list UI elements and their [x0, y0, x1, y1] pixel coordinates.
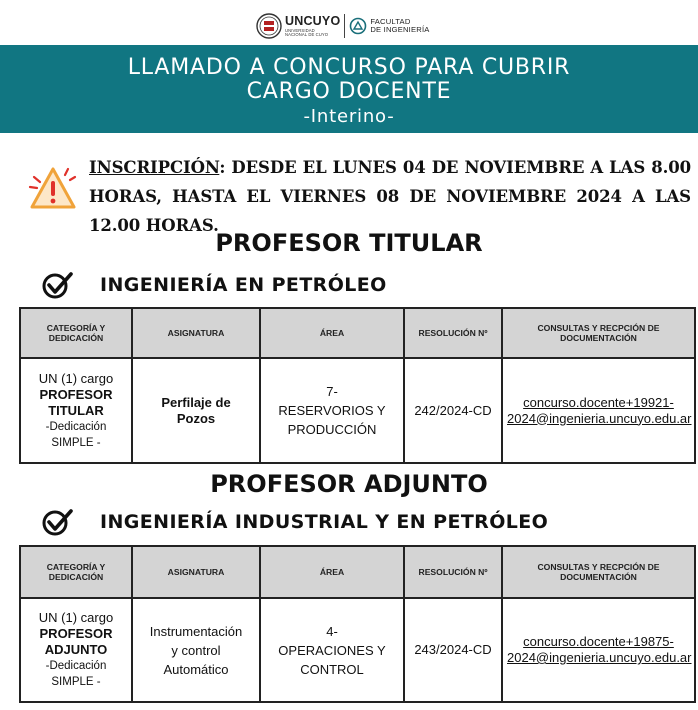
- dedicacion-line2: SIMPLE -: [51, 436, 101, 449]
- uncuyo-name: UNCUYO: [285, 14, 341, 29]
- cargo-text: UN (1) cargo: [38, 370, 114, 386]
- banner-line2: CARGO DOCENTE: [246, 79, 452, 104]
- cell-asignatura: [132, 598, 260, 702]
- checkmark-icon: [40, 270, 74, 300]
- subtitle-titular: INGENIERÍA EN PETRÓLEO: [100, 274, 387, 296]
- header-categoria: CATEGORÍA Y DEDICACIÓN: [20, 308, 132, 358]
- rol-line2: TITULAR: [48, 402, 104, 418]
- header-asignatura: ASIGNATURA: [132, 308, 260, 358]
- facultad-logo: [370, 18, 429, 34]
- cargo-text: UN (1) cargo: [38, 610, 114, 625]
- facultad-line1: FACULTAD: [370, 17, 411, 27]
- checkmark-icon: [40, 507, 74, 537]
- header-asignatura: ASIGNATURA: [132, 546, 260, 598]
- area-line1: 7-: [326, 384, 338, 399]
- rol-line1: PROFESOR: [39, 386, 113, 402]
- area-line3: PRODUCCIÓN: [287, 422, 377, 437]
- asignatura-line3: Automático: [163, 661, 229, 677]
- email-link[interactable]: [507, 395, 692, 426]
- cell-consultas: [502, 358, 695, 463]
- inscripcion-label: INSCRIPCIÓN: [89, 158, 220, 177]
- dedicacion-line1: -Dedicación: [45, 420, 107, 433]
- email-line1: concurso.docente+19921-: [523, 394, 674, 410]
- asignatura-line2: Pozos: [176, 410, 216, 426]
- cell-consultas: [502, 598, 695, 702]
- table-header-row: [20, 546, 695, 598]
- table-header-row: [20, 308, 695, 358]
- header-consultas: CONSULTAS Y RECPCIÓN DE DOCUMENTACIÓN: [502, 546, 695, 598]
- header-consultas: CONSULTAS Y RECPCIÓN DE DOCUMENTACIÓN: [502, 308, 695, 358]
- inscripcion-text: : DESDE EL LUNES 04 DE NOVIEMBRE A LAS 8.00 HORAS, HASTA EL VIERNES 08 DE NOVIEMBRE 2024 A LAS 12.00 HORAS.: [89, 158, 691, 235]
- email-line1: concurso.docente+19875-: [523, 634, 674, 649]
- section-title-adjunto: PROFESOR ADJUNTO: [210, 470, 488, 498]
- rol-line2: ADJUNTO: [44, 642, 108, 657]
- dedicacion-line2: SIMPLE -: [51, 676, 101, 688]
- cell-asignatura: [132, 358, 260, 463]
- header-area: ÁREA: [260, 546, 404, 598]
- cell-resolucion: 242/2024-CD: [404, 358, 502, 463]
- section-title-titular: PROFESOR TITULAR: [215, 229, 483, 257]
- cell-resolucion: 243/2024-CD: [404, 598, 502, 702]
- uncuyo-line2: NACIONAL DE CUYO: [285, 31, 329, 37]
- email-link[interactable]: [507, 634, 692, 665]
- table-row: [20, 598, 695, 702]
- rol-line1: PROFESOR: [39, 626, 113, 641]
- cell-area: [260, 358, 404, 463]
- header-categoria: CATEGORÍA Y DEDICACIÓN: [20, 546, 132, 598]
- banner-line1: LLAMADO A CONCURSO PARA CUBRIR: [127, 55, 571, 80]
- table-adjunto: [19, 545, 696, 703]
- title-banner: [0, 45, 698, 133]
- warning-icon: [28, 165, 78, 211]
- table-titular: [19, 307, 696, 464]
- cell-categoria: [20, 358, 132, 463]
- asignatura-line2: y control: [171, 642, 221, 658]
- header-resolucion: RESOLUCIÓN Nº: [404, 308, 502, 358]
- uncuyo-shield-icon: [256, 13, 282, 39]
- header-resolucion: RESOLUCIÓN Nº: [404, 546, 502, 598]
- header-area: ÁREA: [260, 308, 404, 358]
- logo-divider: [344, 14, 345, 38]
- header-logos: [256, 8, 432, 44]
- email-line2: 2024@ingenieria.uncuyo.edu.ar: [507, 410, 692, 426]
- area-line3: CONTROL: [300, 661, 364, 677]
- email-line2: 2024@ingenieria.uncuyo.edu.ar: [507, 650, 692, 665]
- uncuyo-logo: [285, 15, 340, 37]
- facultad-logo-icon: [349, 17, 367, 35]
- area-line1: 4-: [326, 623, 338, 639]
- area-line2: RESERVORIOS Y: [278, 403, 386, 418]
- subtitle-row-titular: [40, 270, 387, 300]
- subtitle-adjunto: INGENIERÍA INDUSTRIAL Y EN PETRÓLEO: [100, 511, 549, 533]
- subtitle-row-adjunto: [40, 507, 548, 537]
- area-line2: OPERACIONES Y: [278, 642, 386, 658]
- facultad-line2: DE INGENIERÍA: [370, 25, 430, 34]
- asignatura-line1: Instrumentación: [149, 623, 243, 639]
- asignatura-line1: Perfilaje de: [161, 394, 231, 410]
- inscripcion-notice: [89, 153, 691, 240]
- banner-line3: -Interino-: [303, 106, 395, 127]
- uncuyo-line1: UNIVERSIDAD: [285, 27, 315, 33]
- dedicacion-line1: -Dedicación: [45, 660, 107, 672]
- table-row: [20, 358, 695, 463]
- cell-area: [260, 598, 404, 702]
- cell-categoria: [20, 598, 132, 702]
